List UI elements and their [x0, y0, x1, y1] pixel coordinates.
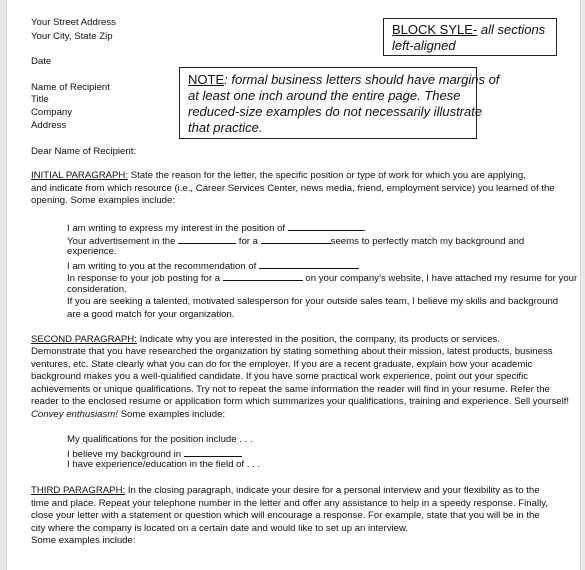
note-line1: : formal business letters should have margins of: [224, 72, 500, 87]
p3-line1-text: In the closing paragraph, indicate your desire for a personal interview and your flexibility as to the: [125, 485, 540, 496]
p1-line1: [31, 170, 526, 182]
p2-example-3: I have experience/education in the field of . . .: [67, 459, 261, 470]
letter-page: [6, 0, 581, 570]
block-style-callout: [383, 18, 557, 56]
salutation: Dear Name of Recipient:: [31, 146, 137, 157]
p2-example-1: My qualifications for the position include . . .: [67, 434, 253, 445]
blank-line: [259, 259, 359, 269]
p2-line6: reader to the enclosed resume or application form which summarizes your qualifications, training and experience. Sell yourself!: [31, 396, 570, 407]
note-callout: [179, 67, 500, 139]
block-style-line2: left-aligned: [392, 38, 456, 53]
p2-line3: ventures, etc. State clearly what you can do for the employer. If you are a recent graduate, explain how your academic: [31, 359, 533, 370]
p2-line7-text: Some examples include:: [117, 409, 226, 420]
p1-example-2-c: seems to perfectly match my background and: [330, 236, 525, 247]
p1-example-3-text: I am writing to you at the recommendation of: [67, 261, 257, 272]
p1-line1-text: State the reason for the letter, the specific position or type of work for which you are applying,: [128, 170, 526, 181]
p1-example-1: [67, 221, 366, 235]
p1-example-2-cont: experience.: [67, 246, 117, 257]
p1-example-2-a: Your advertisement in the: [67, 236, 176, 247]
p2-heading: SECOND PARAGRAPH:: [31, 334, 137, 345]
p2-line7: [31, 409, 225, 421]
p2-example-2-text: I believe my background in: [67, 449, 182, 460]
p2-line4: background makes you a well-qualified candidate. If you have some practical work experience, point out your specific: [31, 371, 529, 382]
note-line3: reduced-size examples do not necessarily illustrate: [188, 104, 483, 119]
p3-heading: THIRD PARAGRAPH:: [31, 485, 126, 496]
blank-line: [261, 234, 331, 244]
p1-example-4: [67, 271, 577, 285]
p1-example-5: If you are seeking a talented, motivated salesperson for your outside sales team, I believe my skills and background: [67, 296, 559, 307]
recipient-title: Title: [31, 94, 49, 105]
blank-line: [184, 447, 242, 457]
p1-example-2-b: for a: [238, 236, 258, 247]
sender-street: Your Street Address: [31, 17, 116, 28]
p3-line5: Some examples include:: [31, 535, 136, 546]
p2-enthusiasm: Convey enthusiasm!: [31, 409, 118, 420]
recipient-company: Company: [31, 107, 73, 118]
p1-example-2: [67, 234, 524, 248]
note-heading: NOTE: [188, 72, 225, 87]
block-style-line1: all sections: [477, 22, 546, 37]
p1-heading: INITIAL PARAGRAPH:: [31, 170, 129, 181]
p3-line4: city where the company is located on a certain date and would like to set up an interview.: [31, 523, 409, 534]
p1-example-5-cont: are a good match for your organization.: [67, 309, 235, 320]
p1-example-4-cont: consideration.: [67, 284, 127, 295]
p1-line2: and indicate from which resource (i.e., Career Services Center, news media, friend, employment service) you learned of the: [31, 183, 555, 194]
blank-line: [178, 234, 236, 244]
p2-line2: Demonstrate that you have researched the organization by stating something about their mission, latest products, business: [31, 346, 553, 357]
recipient-name: Name of Recipient: [31, 82, 110, 93]
blank-line: [223, 271, 303, 281]
note-line2: at least one inch around the entire page. These: [188, 88, 461, 103]
p1-example-1-end: .: [363, 223, 367, 234]
p2-line5: achievements or unique qualifications. Try not to repeat the same information the reader will find in your resume. Refer the: [31, 384, 550, 395]
p2-line1: [31, 334, 500, 346]
p2-line1-text: Indicate why you are interested in the position, the company, its products or services.: [136, 334, 500, 345]
p1-example-4-b: on your company’s website, I have attached my resume for your: [305, 273, 578, 284]
sender-city: Your City, State Zip: [31, 31, 113, 42]
block-style-heading: BLOCK SYLE-: [392, 22, 478, 37]
p1-line3: opening. Some examples include:: [31, 195, 175, 206]
p1-example-4-a: In response to your job posting for a: [67, 273, 221, 284]
recipient-address: Address: [31, 120, 67, 131]
p1-example-1-text: I am writing to express my interest in the position of: [67, 223, 286, 234]
note-line4: that practice.: [188, 120, 263, 135]
letter-date: Date: [31, 56, 52, 67]
p3-line1: [31, 485, 540, 497]
p3-line3: close your letter with a statement or question which will encourage a response. For example, state that you will be in the: [31, 510, 540, 521]
p3-line2: time and place. Repeat your telephone number in the letter and offer any assistance to help in a speedy response. Finally,: [31, 498, 548, 509]
blank-line: [288, 221, 364, 231]
